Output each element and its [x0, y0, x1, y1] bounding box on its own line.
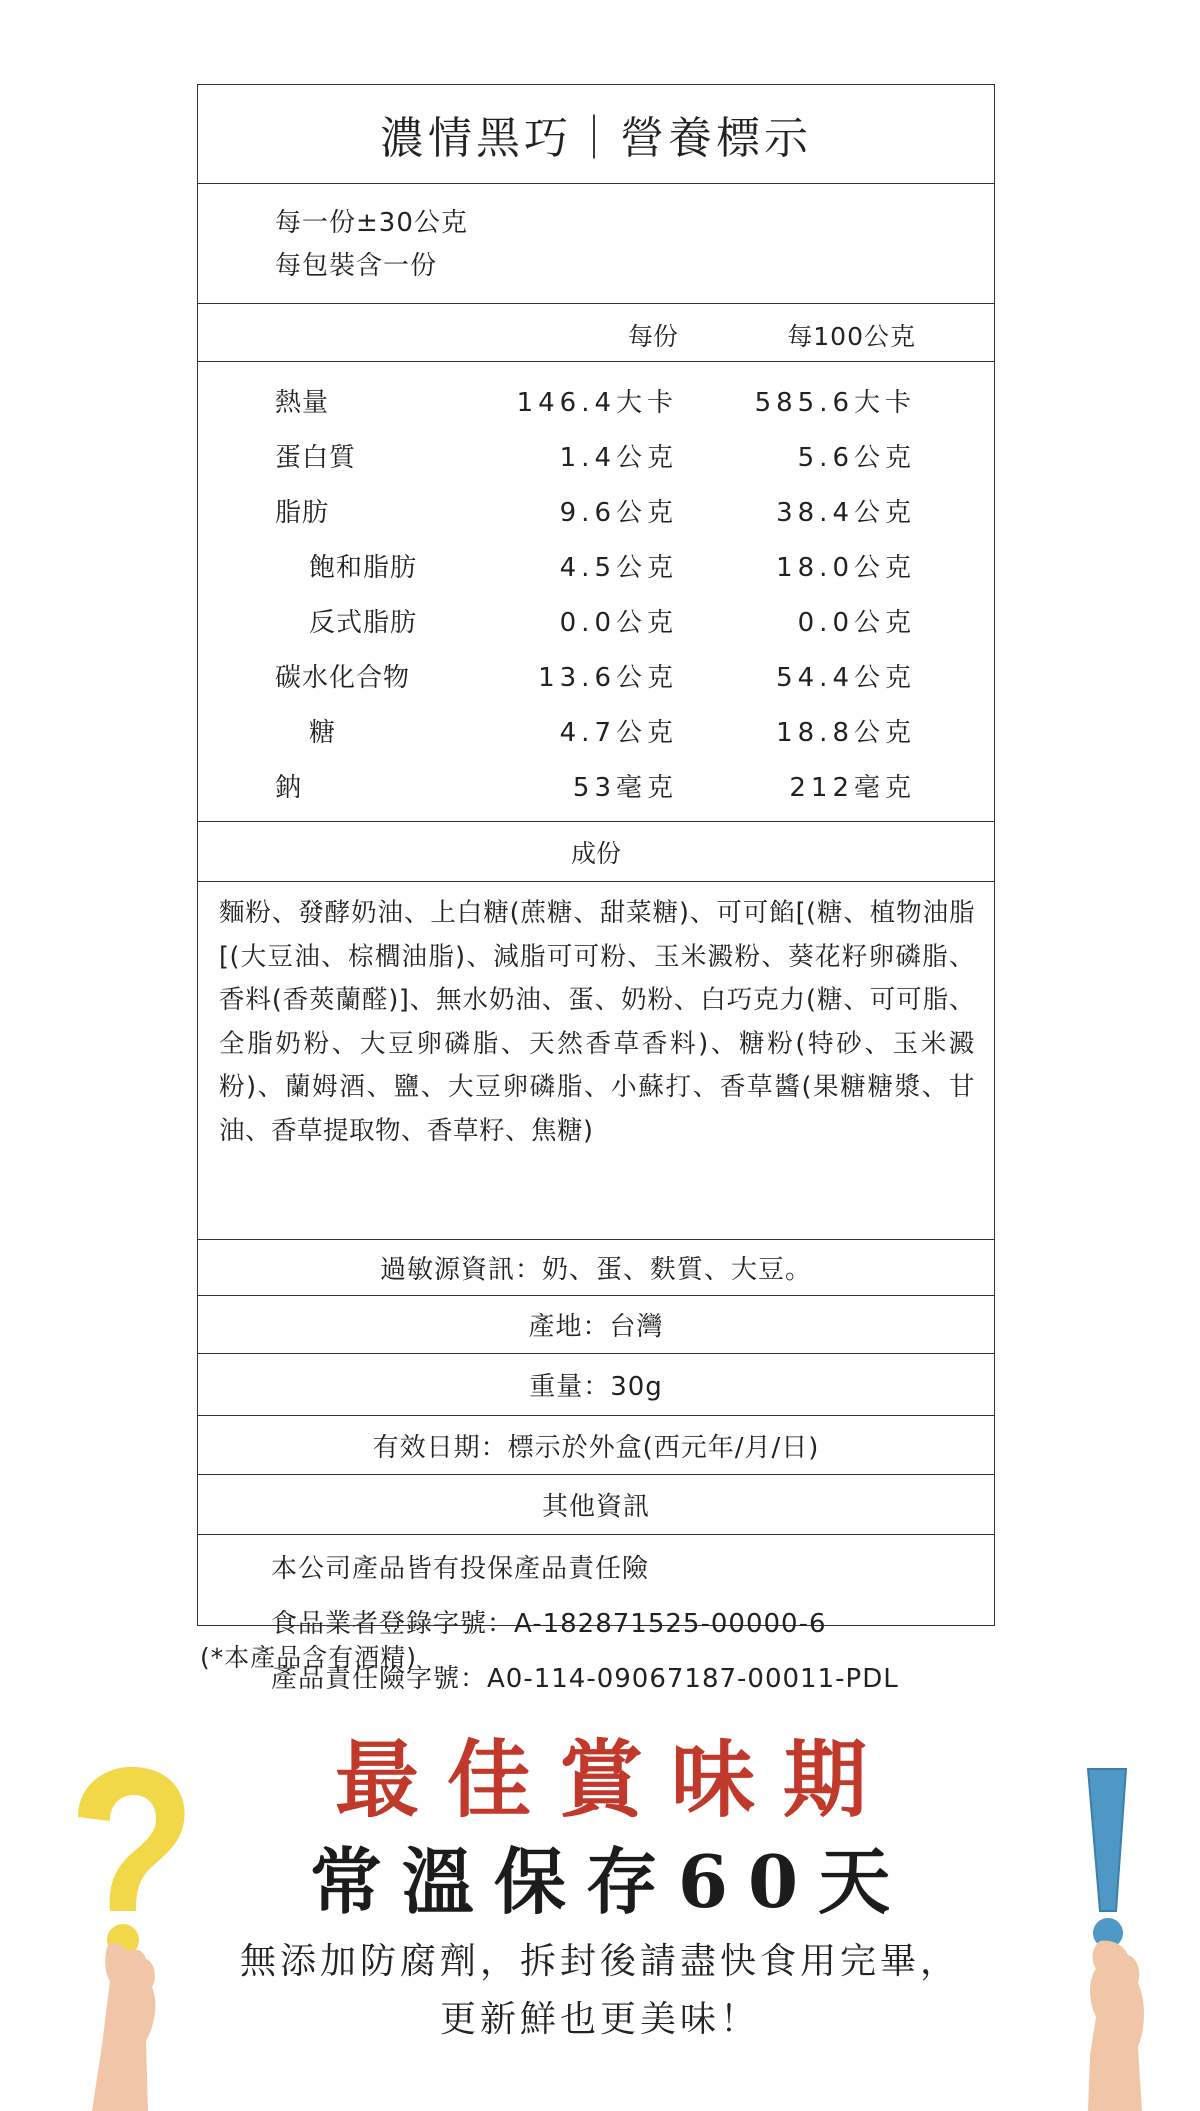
nutrient-row-sodium [198, 755, 994, 810]
origin-info [198, 1295, 994, 1353]
per-100g-header: 每100公克 [787, 322, 916, 351]
nutrient-row-saturated-fat [198, 535, 994, 590]
nutrient-per-100g: 0.0公克 [797, 608, 916, 638]
storage-duration: 常溫保存60天 [309, 1839, 911, 1924]
other-info-heading-text: 其他資訊 [541, 1492, 650, 1522]
nutrient-per-100g: 212毫克 [789, 773, 916, 803]
nutrient-per-100g: 38.4公克 [776, 498, 916, 528]
best-before-headline: 最佳賞味期 [334, 1730, 895, 1829]
nutrient-per-serving: 53毫克 [572, 773, 678, 803]
preservative-message-line1: 無添加防腐劑，拆封後請盡快食用完畢， [239, 1941, 960, 1982]
nutrient-per-serving: 0.0公克 [559, 608, 678, 638]
expiry-text: 有效日期：標示於外盒(西元年/月/日) [372, 1432, 820, 1463]
nutrient-per-100g: 18.0公克 [776, 553, 916, 583]
ingredients-heading [198, 821, 994, 881]
origin-text: 產地：台灣 [528, 1312, 664, 1342]
nutrient-name: 脂肪 [275, 498, 330, 528]
title-section [198, 85, 994, 183]
nutrient-per-serving: 9.6公克 [559, 498, 678, 528]
weight-info [198, 1353, 994, 1415]
alcohol-note: (*本產品含有酒精) [200, 1643, 418, 1672]
preservative-message-line2: 更新鮮也更美味！ [439, 1999, 760, 2040]
nutrient-name: 反式脂肪 [309, 608, 418, 638]
nutrient-name: 鈉 [275, 773, 303, 803]
per-serving-header: 每份 [627, 322, 678, 351]
nutrient-row-sugar [198, 700, 994, 755]
nutrient-row-protein [198, 425, 994, 480]
nutrient-name: 碳水化合物 [275, 663, 411, 693]
food-registration-number: 食品業者登錄字號：A-182871525-00000-6 [271, 1609, 827, 1639]
other-info-heading [198, 1474, 994, 1534]
expiry-info [198, 1415, 994, 1474]
ingredients-text: 麵粉、發酵奶油、上白糖(蔗糖、甜菜糖)、可可餡[(糖、植物油脂[(大豆油、棕櫚油脂)、減脂可可粉、玉米澱粉、葵花籽卵磷脂、香料(香莢蘭醛)]、無水奶油、蛋、奶粉、白巧克力(糖、可可脂、全脂奶粉、大豆卵磷脂、天然香草香料)、糖粉(特砂、玉米澱粉)、蘭姆酒、鹽、大豆卵磷脂、小蘇打、香草醬(果糖糖漿、甘油、香草提取物、香草籽、焦糖) [198, 881, 994, 1239]
liability-insurance-number: 產品責任險字號：A0-114-09067187-00011-PDL [271, 1664, 899, 1694]
nutrient-per-100g: 585.6大卡 [754, 388, 916, 418]
nutrient-per-serving: 1.4公克 [559, 443, 678, 473]
nutrient-row-fat [198, 480, 994, 535]
label-title: 濃情黑巧｜營養標示 [380, 113, 812, 164]
nutrient-per-serving: 4.5公克 [559, 553, 678, 583]
servings-per-package: 每包裝含一份 [275, 251, 438, 281]
allergen-text: 過敏源資訊：奶、蛋、麩質、大豆。 [379, 1255, 812, 1285]
nutrient-name: 蛋白質 [275, 443, 357, 473]
nutrient-name: 飽和脂肪 [309, 553, 418, 583]
nutrient-table [198, 361, 994, 821]
nutrient-per-serving: 146.4大卡 [516, 388, 678, 418]
ingredients-heading-text: 成份 [570, 838, 621, 868]
nutrient-per-serving: 4.7公克 [559, 718, 678, 748]
nutrient-per-100g: 54.4公克 [776, 663, 916, 693]
serving-size: 每一份±30公克 [275, 208, 468, 238]
column-headers [198, 303, 994, 361]
nutrient-per-100g: 5.6公克 [797, 443, 916, 473]
insurance-statement: 本公司產品皆有投保產品責任險 [271, 1554, 650, 1584]
nutrient-name: 糖 [309, 718, 337, 748]
nutrient-per-100g: 18.8公克 [776, 718, 916, 748]
nutrient-row-carbohydrate [198, 645, 994, 700]
serving-info [198, 183, 994, 303]
weight-text: 重量：30g [529, 1372, 663, 1402]
nutrient-per-serving: 13.6公克 [538, 663, 678, 693]
nutrient-name: 熱量 [275, 388, 330, 418]
allergen-info [198, 1239, 994, 1295]
nutrient-row-trans-fat [198, 590, 994, 645]
nutrient-row-energy [198, 370, 994, 425]
